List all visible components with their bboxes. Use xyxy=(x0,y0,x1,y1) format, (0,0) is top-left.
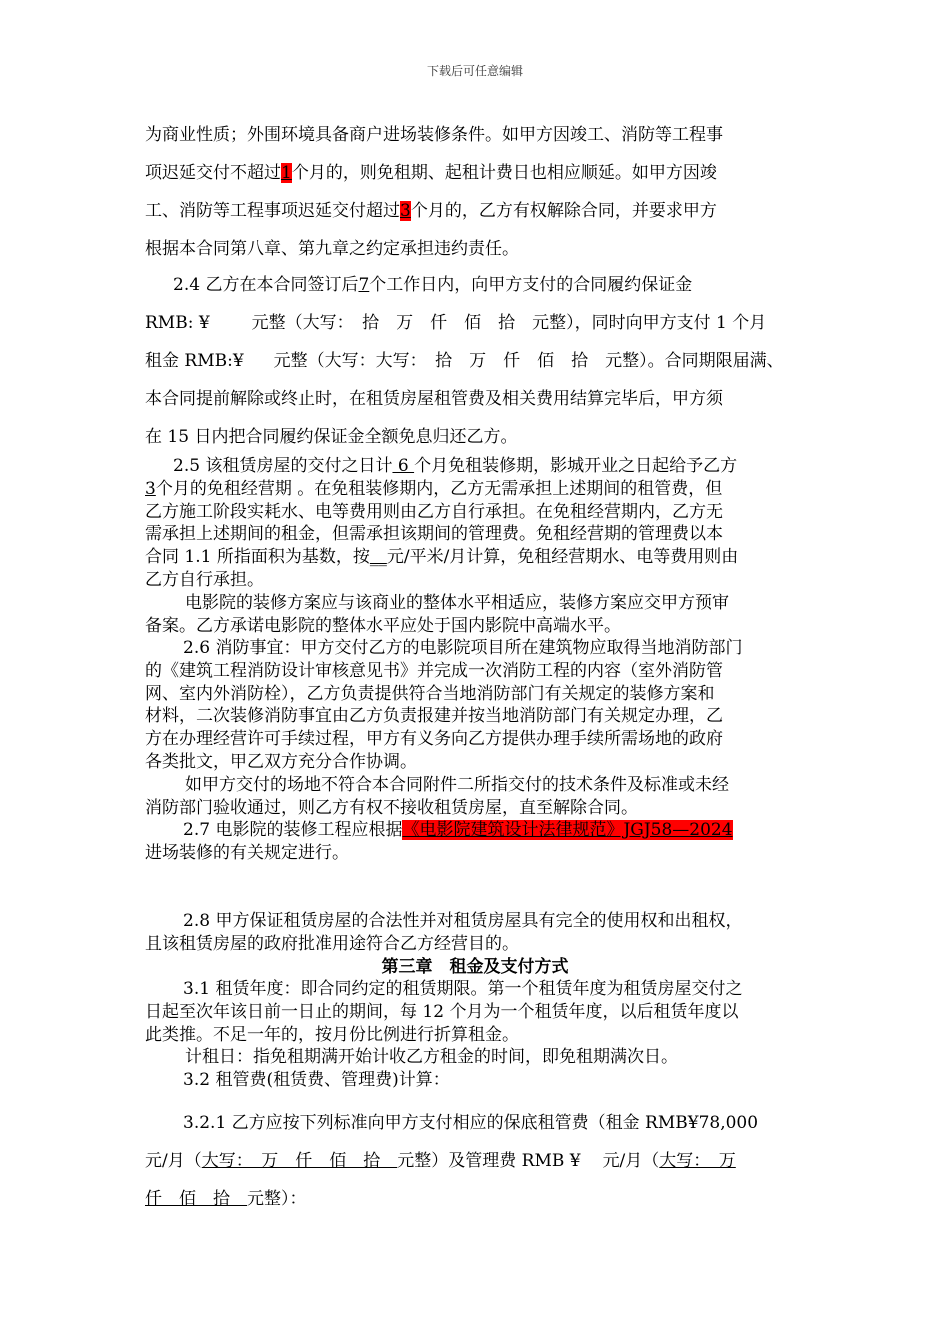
highlight-standard-reference: 《电影院建筑设计法律规范》JGJ58—2024 xyxy=(402,820,733,840)
highlight-months-3: 3 xyxy=(400,201,411,221)
paragraph-delivery-delay: 为商业性质；外围环境具备商户进场装修条件。如甲方因竣工、消防等工程事 项迟延交付不超过1个月的，则免租期、起租计费日也相应顺延。如甲方因竣 工、消防等工程事项迟延交付超过3个月的，乙方有权解除合同，并要求甲方 根据本合同第八章、第九章之约定承担违约责任。 xyxy=(145,125,723,259)
clause-2-7: 2.7 电影院的装修工程应根据《电影院建筑设计法律规范》JGJ58—2024 进场装修的有关规定进行。 xyxy=(145,820,733,863)
clause-2-4: 2.4 乙方在本合同签订后7个工作日内，向甲方支付的合同履约保证金 RMB: ¥ 元整（大写： 拾 万 仟 佰 拾 元整），同时向甲方支付 1 个月 租金 RMB:¥ 元整（大写：大写： 拾 万 仟 佰 拾 元整）。合同期限届满、 本合同提前解除或终止时，在租赁房屋租管费及相关费用结算完毕后，甲方须 在 15 日内把合同履约保证金全额免息归还乙方。 xyxy=(145,275,784,447)
clause-2-6: 2.6 消防事宜：甲方交付乙方的电影院项目所在建筑物应取得当地消防部门 的《建筑工程消防设计审核意见书》并完成一次消防工程的内容（室外消防管 网、室内外消防栓），乙方负责提供符合当地消防部门有关规定的装修方案和 材料，二次装修消防事宜由乙方负责报建并按当地消防部门有关规定办理，乙 方在办理经营许可手续过程，甲方有义务向乙方提供办理手续所需场地的政府 各类批文，甲乙双方充分合作协调。 如甲方交付的场地不符合本合同附件二所指交付的技术条件及标准或未经 消防部门验收通过，则乙方有权不接收租赁房屋，直至解除合同。 xyxy=(145,638,743,818)
clause-3-2-1: 3.2.1 乙方应按下列标准向甲方支付相应的保底租管费（租金 RMB¥78,000 元/月（大写： 万 仟 佰 拾 元整）及管理费 RMB ¥ 元/月（大写： 万 仟 佰 拾 元整）： xyxy=(145,1113,759,1209)
clause-2-5: 2.5 该租赁房屋的交付之日计 6 个月免租装修期，影城开业之日起给予乙方 3个月的免租经营期 。在免租装修期内，乙方无需承担上述期间的租管费，但 乙方施工阶段实耗水、电等费用则由乙方自行承担。在免租经营期内，乙方无 需承担上述期间的租金，但需承担该期间的管理费。免租经营期的管理费以本 合同 1.1 所指面积为基数，按__元/平米/月计算，免租经营期水、电等费用则由 乙方自行承担。 电影院的装修方案应与该商业的整体水平相适应，装修方案应交甲方预审 备案。乙方承诺电影院的整体水平应处于国内影院中高端水平。 xyxy=(145,456,739,636)
clause-2-8: 2.8 甲方保证租赁房屋的合法性并对租赁房屋具有完全的使用权和出租权， 且该租赁房屋的政府批准用途符合乙方经营目的。 xyxy=(145,911,743,954)
clause-3-1: 3.1 租赁年度：即合同约定的租赁期限。第一个租赁年度为租赁房屋交付之 日起至次年该日前一日止的期间，每 12 个月为一个租赁年度，以后租赁年度以 此类推。不足一年的，按月份比例进行折算租金。 计租日：指免租期满开始计收乙方租金的时间，即免租期满次日。 3.2 租管费(租赁费、管理费)计算： xyxy=(145,979,743,1091)
chapter-title: 第三章 租金及支付方式 xyxy=(381,957,569,977)
highlight-months-1: 1 xyxy=(281,163,292,183)
page-header: 下载后可任意编辑 xyxy=(426,64,523,78)
